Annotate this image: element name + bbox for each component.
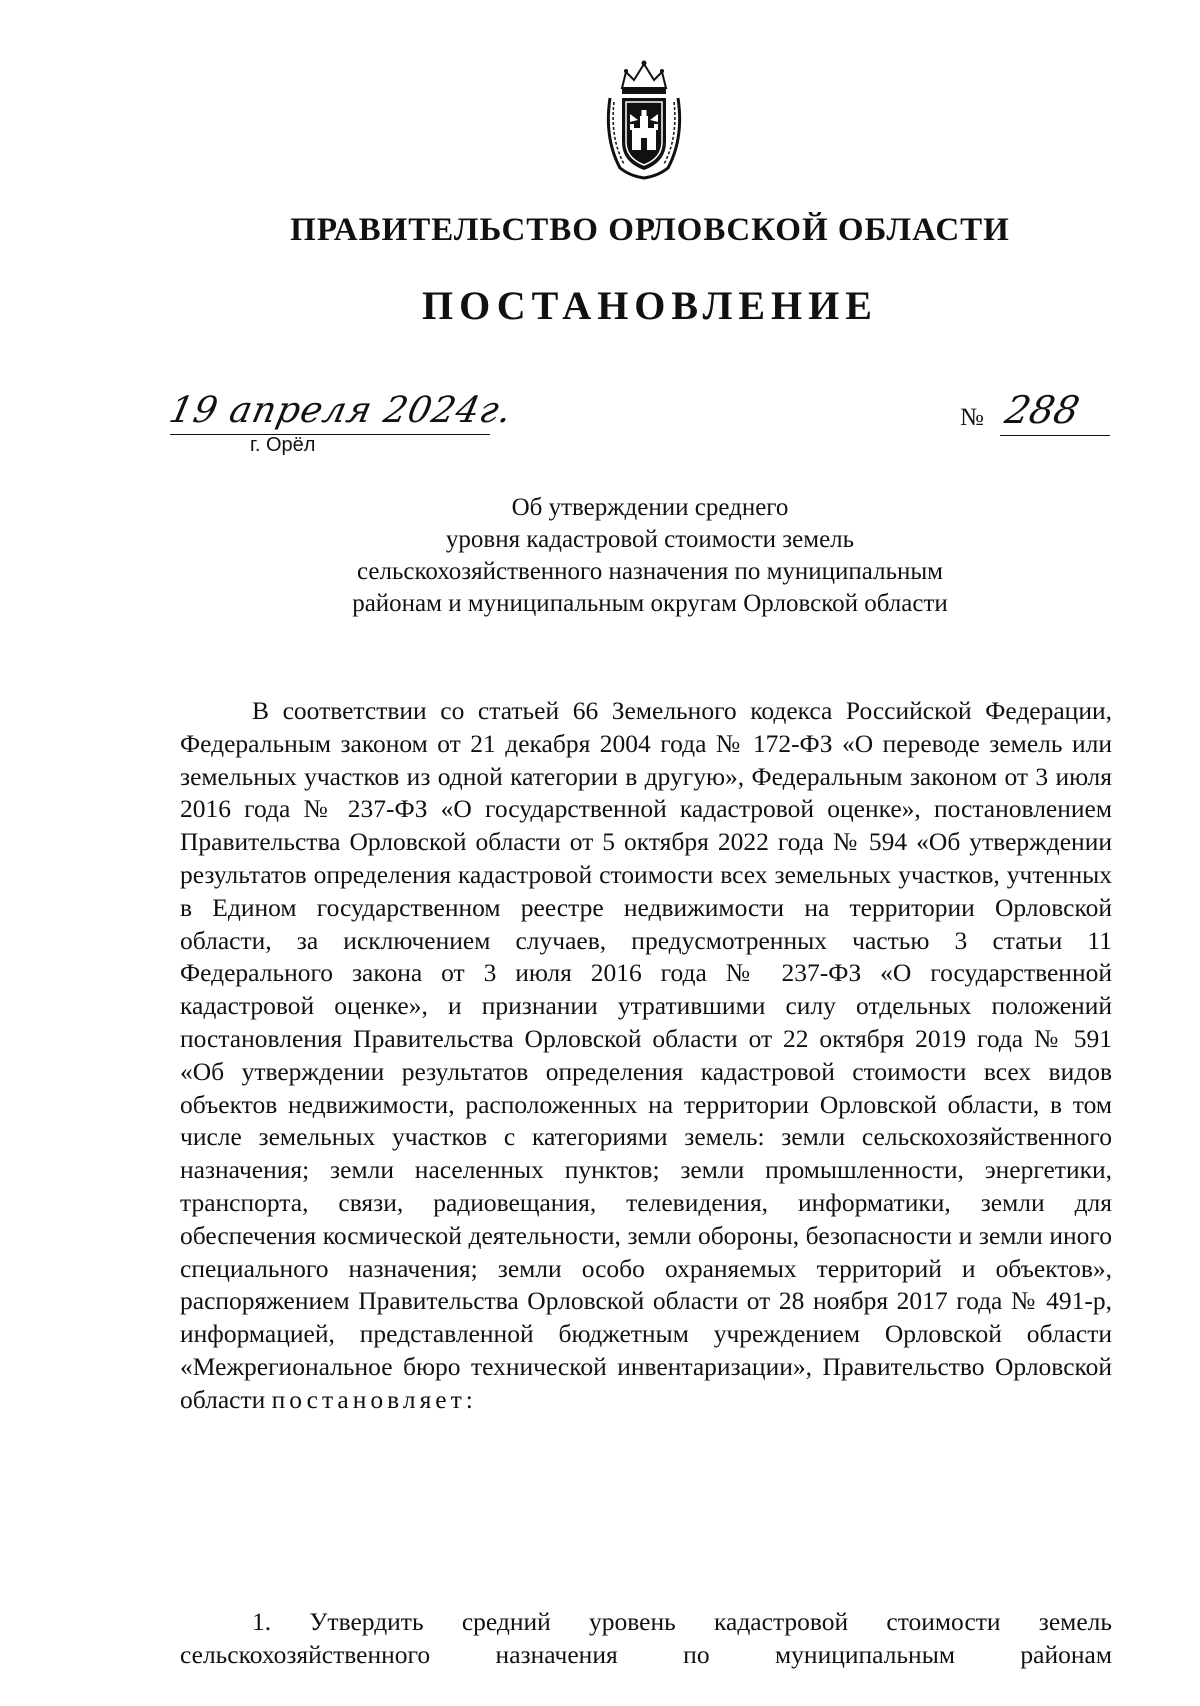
date-block xyxy=(165,390,517,470)
government-title: ПРАВИТЕЛЬСТВО ОРЛОВСКОЙ ОБЛАСТИ xyxy=(290,212,1010,248)
subject-line: Об утверждении среднего xyxy=(511,494,789,521)
preamble-text: В соответствии со статьей 66 Земельного кодекса Российской Федерации, Федеральным законом от 21 декабря 2004 года № 172-ФЗ «О переводе земель или земельных участков из одной категории в другую», Федеральным законом от 3 июля 2016 года № 237-ФЗ «О государственной кадастровой оценке», постановлением Правительства Орловской области от 5 октября 2022 года № 594 «Об утверждении результатов определения кадастровой стоимости всех земельных участков, учтенных в Едином государственном реестре недвижимости на территории Орловской области, за исключением случаев, предусмотренных частью 3 статьи 11 Федерального закона от 3 июля 2016 года № 237-ФЗ «О государственной кадастровой оценке», и признании утратившими силу отдельных положений постановления Правительства Орловской области от 22 октября 2019 года № 591 «Об утверждении результатов определения кадастровой стоимости всех видов объектов недвижимости, расположенных на территории Орловской области, в том числе земельных участков с категориями земель: земли сельскохозяйственного назначения; земли населенных пунктов; земли промышленности, энергетики, транспорта, связи, радиовещания, телевидения, информатики, земли для обеспечения космической деятельности, земли обороны, безопасности и земли иного специального назначения; земли особо охраняемых территорий и объектов», распоряжением Правительства Орловской области от 28 ноября 2017 года № 491-р, информацией, представленной бюджетным учреждением Орловской области «Межрегиональное бюро технической инвентаризации», Правительство Орловской области xyxy=(180,696,1112,1414)
document-subject xyxy=(240,492,1060,620)
orel-region-coat-of-arms-icon xyxy=(600,58,688,180)
document-number-block xyxy=(960,390,1110,450)
document-type-title: ПОСТАНОВЛЕНИЕ xyxy=(422,283,878,328)
subject-line: районам и муниципальным округам Орловской области xyxy=(352,590,948,617)
number-underline xyxy=(1000,435,1110,436)
resolves-word: постановляет: xyxy=(271,1384,477,1414)
city-label: г. Орёл xyxy=(250,434,316,456)
handwritten-number: 288 xyxy=(1001,388,1084,432)
date-underline xyxy=(170,434,490,435)
preamble-paragraph xyxy=(180,695,1112,1417)
number-sign: № xyxy=(960,404,984,431)
handwritten-date: 19 апреля 2024г. xyxy=(165,390,517,431)
subject-line: сельскохозяйственного назначения по муниципальным xyxy=(357,558,943,585)
subject-line: уровня кадастровой стоимости земель xyxy=(445,526,855,553)
point-1-paragraph: 1. Утвердить средний уровень кадастровой стоимости земель сельскохозяйственного назначения по муниципальным районам xyxy=(180,1607,1112,1669)
